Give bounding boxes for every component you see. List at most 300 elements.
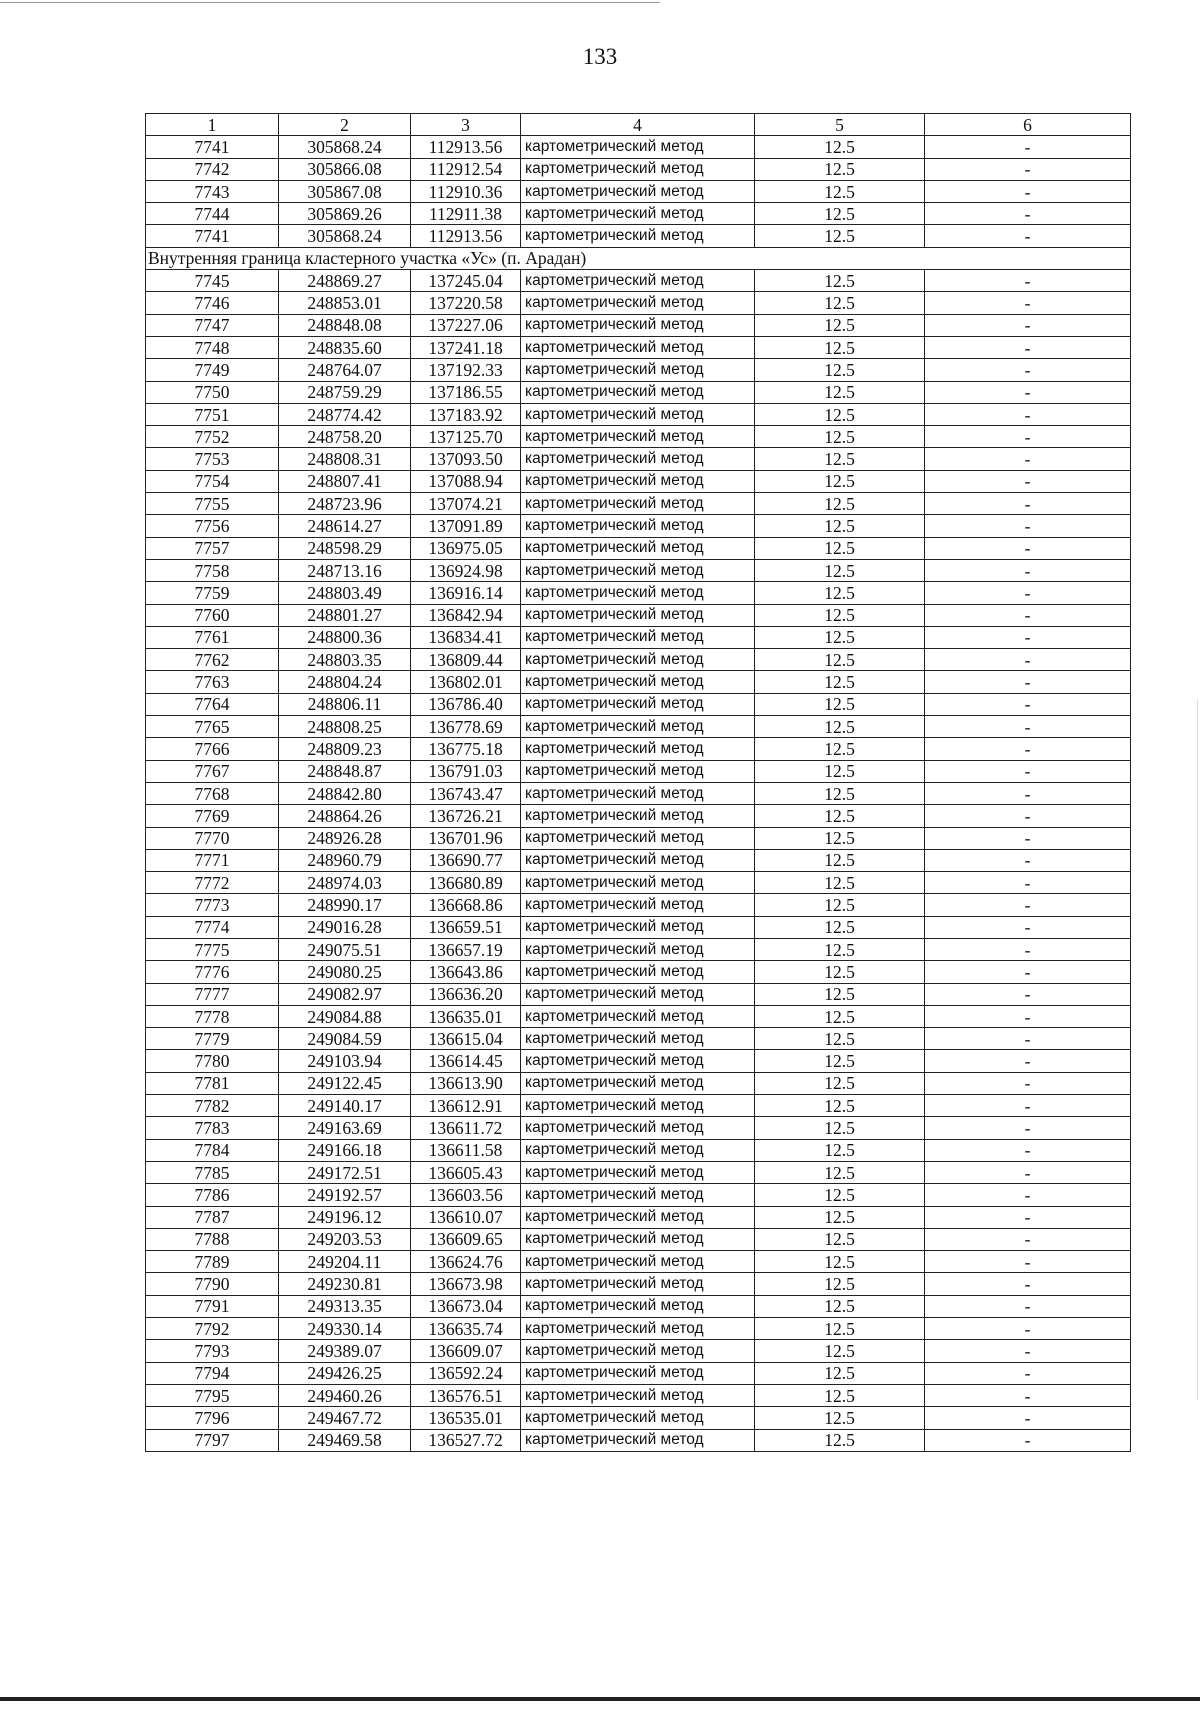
coord-y-cell: 136786.40	[411, 693, 521, 715]
coord-y-cell: 136614.45	[411, 1050, 521, 1072]
coord-y-cell: 136611.72	[411, 1117, 521, 1139]
point-number-cell: 7791	[146, 1295, 279, 1317]
accuracy-cell: 12.5	[755, 1072, 925, 1094]
table-row	[146, 1028, 1131, 1050]
accuracy-cell: 12.5	[755, 537, 925, 559]
coord-x-cell: 249467.72	[279, 1407, 411, 1429]
point-number-cell: 7786	[146, 1184, 279, 1206]
table-row	[146, 426, 1131, 448]
accuracy-cell: 12.5	[755, 336, 925, 358]
coord-x-cell: 248774.42	[279, 403, 411, 425]
method-cell: картометрический метод	[521, 894, 755, 916]
method-cell: картометрический метод	[521, 582, 755, 604]
table-row	[146, 916, 1131, 938]
point-number-cell: 7773	[146, 894, 279, 916]
coord-y-cell: 136603.56	[411, 1184, 521, 1206]
note-cell: -	[925, 1117, 1131, 1139]
table-row	[146, 1407, 1131, 1429]
table-row	[146, 1228, 1131, 1250]
coord-x-cell: 248869.27	[279, 270, 411, 292]
point-number-cell: 7784	[146, 1139, 279, 1161]
accuracy-cell: 12.5	[755, 1407, 925, 1429]
coord-y-cell: 137227.06	[411, 314, 521, 336]
accuracy-cell: 12.5	[755, 760, 925, 782]
point-number-cell: 7779	[146, 1028, 279, 1050]
table-row	[146, 470, 1131, 492]
point-number-cell: 7788	[146, 1228, 279, 1250]
table-row	[146, 292, 1131, 314]
coord-x-cell: 249166.18	[279, 1139, 411, 1161]
point-number-cell: 7797	[146, 1429, 279, 1451]
table-row	[146, 1429, 1131, 1451]
column-header: 3	[411, 114, 521, 136]
table-row	[146, 1273, 1131, 1295]
point-number-cell: 7771	[146, 849, 279, 871]
accuracy-cell: 12.5	[755, 849, 925, 871]
note-cell: -	[925, 1028, 1131, 1050]
accuracy-cell: 12.5	[755, 426, 925, 448]
coord-y-cell: 136635.74	[411, 1318, 521, 1340]
page-number: 133	[582, 44, 618, 69]
method-cell: картометрический метод	[521, 515, 755, 537]
point-number-cell: 7744	[146, 203, 279, 225]
accuracy-cell: 12.5	[755, 448, 925, 470]
coord-x-cell: 248809.23	[279, 738, 411, 760]
point-number-cell: 7755	[146, 493, 279, 515]
coord-x-cell: 249469.58	[279, 1429, 411, 1451]
method-cell: картометрический метод	[521, 426, 755, 448]
coord-x-cell: 248803.35	[279, 649, 411, 671]
note-cell: -	[925, 1340, 1131, 1362]
note-cell: -	[925, 1184, 1131, 1206]
accuracy-cell: 12.5	[755, 983, 925, 1005]
note-cell: -	[925, 203, 1131, 225]
coord-y-cell: 136535.01	[411, 1407, 521, 1429]
accuracy-cell: 12.5	[755, 827, 925, 849]
column-header: 4	[521, 114, 755, 136]
point-number-cell: 7775	[146, 938, 279, 960]
note-cell: -	[925, 1407, 1131, 1429]
coord-x-cell: 305866.08	[279, 158, 411, 180]
note-cell: -	[925, 961, 1131, 983]
method-cell: картометрический метод	[521, 225, 755, 247]
coord-y-cell: 137125.70	[411, 426, 521, 448]
note-cell: -	[925, 1362, 1131, 1384]
section-row	[146, 247, 1131, 269]
note-cell: -	[925, 827, 1131, 849]
table-row	[146, 894, 1131, 916]
note-cell: -	[925, 403, 1131, 425]
method-cell: картометрический метод	[521, 938, 755, 960]
method-cell: картометрический метод	[521, 493, 755, 515]
point-number-cell: 7770	[146, 827, 279, 849]
note-cell: -	[925, 649, 1131, 671]
accuracy-cell: 12.5	[755, 1295, 925, 1317]
coord-y-cell: 136576.51	[411, 1384, 521, 1406]
note-cell: -	[925, 671, 1131, 693]
method-cell: картометрический метод	[521, 782, 755, 804]
coord-y-cell: 136680.89	[411, 872, 521, 894]
table-row	[146, 716, 1131, 738]
accuracy-cell: 12.5	[755, 1429, 925, 1451]
point-number-cell: 7759	[146, 582, 279, 604]
method-cell: картометрический метод	[521, 1005, 755, 1027]
coord-y-cell: 112913.56	[411, 136, 521, 158]
accuracy-cell: 12.5	[755, 1184, 925, 1206]
table-row	[146, 693, 1131, 715]
table-row	[146, 983, 1131, 1005]
column-header: 5	[755, 114, 925, 136]
method-cell: картометрический метод	[521, 336, 755, 358]
coord-y-cell: 112913.56	[411, 225, 521, 247]
point-number-cell: 7772	[146, 872, 279, 894]
note-cell: -	[925, 716, 1131, 738]
coord-x-cell: 248808.25	[279, 716, 411, 738]
method-cell: картометрический метод	[521, 1072, 755, 1094]
accuracy-cell: 12.5	[755, 1251, 925, 1273]
method-cell: картометрический метод	[521, 872, 755, 894]
point-number-cell: 7780	[146, 1050, 279, 1072]
table-row	[146, 1050, 1131, 1072]
table-row	[146, 649, 1131, 671]
method-cell: картометрический метод	[521, 983, 755, 1005]
accuracy-cell: 12.5	[755, 292, 925, 314]
coord-x-cell: 249192.57	[279, 1184, 411, 1206]
coord-y-cell: 136834.41	[411, 626, 521, 648]
table-row	[146, 738, 1131, 760]
note-cell: -	[925, 1251, 1131, 1273]
point-number-cell: 7749	[146, 359, 279, 381]
method-cell: картометрический метод	[521, 1340, 755, 1362]
accuracy-cell: 12.5	[755, 515, 925, 537]
point-number-cell: 7767	[146, 760, 279, 782]
point-number-cell: 7785	[146, 1161, 279, 1183]
coord-y-cell: 136916.14	[411, 582, 521, 604]
table-row	[146, 1318, 1131, 1340]
coord-x-cell: 248835.60	[279, 336, 411, 358]
note-cell: -	[925, 314, 1131, 336]
table-row	[146, 1005, 1131, 1027]
coord-y-cell: 136624.76	[411, 1251, 521, 1273]
accuracy-cell: 12.5	[755, 559, 925, 581]
table-row	[146, 180, 1131, 202]
point-number-cell: 7793	[146, 1340, 279, 1362]
coord-y-cell: 137183.92	[411, 403, 521, 425]
point-number-cell: 7768	[146, 782, 279, 804]
table-row	[146, 872, 1131, 894]
note-cell: -	[925, 1206, 1131, 1228]
point-number-cell: 7769	[146, 805, 279, 827]
point-number-cell: 7766	[146, 738, 279, 760]
column-header: 2	[279, 114, 411, 136]
note-cell: -	[925, 493, 1131, 515]
accuracy-cell: 12.5	[755, 1028, 925, 1050]
coord-x-cell: 249426.25	[279, 1362, 411, 1384]
method-cell: картометрический метод	[521, 136, 755, 158]
coord-y-cell: 137074.21	[411, 493, 521, 515]
accuracy-cell: 12.5	[755, 1340, 925, 1362]
note-cell: -	[925, 292, 1131, 314]
table-row	[146, 493, 1131, 515]
method-cell: картометрический метод	[521, 671, 755, 693]
coord-x-cell: 248806.11	[279, 693, 411, 715]
accuracy-cell: 12.5	[755, 1117, 925, 1139]
coord-y-cell: 136842.94	[411, 604, 521, 626]
accuracy-cell: 12.5	[755, 1318, 925, 1340]
method-cell: картометрический метод	[521, 1429, 755, 1451]
method-cell: картометрический метод	[521, 1318, 755, 1340]
table-row	[146, 1340, 1131, 1362]
accuracy-cell: 12.5	[755, 136, 925, 158]
point-number-cell: 7790	[146, 1273, 279, 1295]
point-number-cell: 7747	[146, 314, 279, 336]
table-row	[146, 270, 1131, 292]
coord-x-cell: 248842.80	[279, 782, 411, 804]
point-number-cell: 7757	[146, 537, 279, 559]
coordinates-table	[145, 113, 1131, 1452]
method-cell: картометрический метод	[521, 314, 755, 336]
point-number-cell: 7750	[146, 381, 279, 403]
coord-y-cell: 136659.51	[411, 916, 521, 938]
coord-x-cell: 249080.25	[279, 961, 411, 983]
accuracy-cell: 12.5	[755, 470, 925, 492]
note-cell: -	[925, 426, 1131, 448]
method-cell: картометрический метод	[521, 448, 755, 470]
coord-x-cell: 248614.27	[279, 515, 411, 537]
note-cell: -	[925, 983, 1131, 1005]
coord-y-cell: 136701.96	[411, 827, 521, 849]
method-cell: картометрический метод	[521, 1362, 755, 1384]
table-row	[146, 961, 1131, 983]
method-cell: картометрический метод	[521, 1095, 755, 1117]
note-cell: -	[925, 1384, 1131, 1406]
table-row	[146, 827, 1131, 849]
coord-y-cell: 136592.24	[411, 1362, 521, 1384]
method-cell: картометрический метод	[521, 1407, 755, 1429]
accuracy-cell: 12.5	[755, 649, 925, 671]
accuracy-cell: 12.5	[755, 1050, 925, 1072]
table-row	[146, 760, 1131, 782]
coord-y-cell: 136615.04	[411, 1028, 521, 1050]
note-cell: -	[925, 448, 1131, 470]
coord-x-cell: 248960.79	[279, 849, 411, 871]
coord-x-cell: 248713.16	[279, 559, 411, 581]
coord-x-cell: 249389.07	[279, 1340, 411, 1362]
coord-x-cell: 249163.69	[279, 1117, 411, 1139]
coord-x-cell: 248848.87	[279, 760, 411, 782]
table-row	[146, 604, 1131, 626]
top-scan-rule	[0, 2, 660, 3]
accuracy-cell: 12.5	[755, 938, 925, 960]
table-row	[146, 626, 1131, 648]
method-cell: картометрический метод	[521, 961, 755, 983]
point-number-cell: 7756	[146, 515, 279, 537]
point-number-cell: 7741	[146, 136, 279, 158]
accuracy-cell: 12.5	[755, 671, 925, 693]
point-number-cell: 7763	[146, 671, 279, 693]
method-cell: картометрический метод	[521, 693, 755, 715]
accuracy-cell: 12.5	[755, 626, 925, 648]
coord-y-cell: 136726.21	[411, 805, 521, 827]
note-cell: -	[925, 738, 1131, 760]
accuracy-cell: 12.5	[755, 604, 925, 626]
coord-x-cell: 249313.35	[279, 1295, 411, 1317]
coord-y-cell: 136668.86	[411, 894, 521, 916]
table-row	[146, 1095, 1131, 1117]
point-number-cell: 7748	[146, 336, 279, 358]
method-cell: картометрический метод	[521, 849, 755, 871]
coord-y-cell: 112911.38	[411, 203, 521, 225]
coord-x-cell: 249103.94	[279, 1050, 411, 1072]
note-cell: -	[925, 559, 1131, 581]
coord-x-cell: 248807.41	[279, 470, 411, 492]
note-cell: -	[925, 470, 1131, 492]
note-cell: -	[925, 1050, 1131, 1072]
method-cell: картометрический метод	[521, 1273, 755, 1295]
coord-y-cell: 137093.50	[411, 448, 521, 470]
note-cell: -	[925, 805, 1131, 827]
point-number-cell: 7752	[146, 426, 279, 448]
accuracy-cell: 12.5	[755, 1228, 925, 1250]
method-cell: картометрический метод	[521, 916, 755, 938]
coord-x-cell: 249075.51	[279, 938, 411, 960]
method-cell: картометрический метод	[521, 270, 755, 292]
method-cell: картометрический метод	[521, 1295, 755, 1317]
table-row	[146, 1117, 1131, 1139]
point-number-cell: 7778	[146, 1005, 279, 1027]
coord-y-cell: 136605.43	[411, 1161, 521, 1183]
method-cell: картометрический метод	[521, 381, 755, 403]
coord-x-cell: 248853.01	[279, 292, 411, 314]
coord-y-cell: 136611.58	[411, 1139, 521, 1161]
table-row	[146, 1139, 1131, 1161]
coord-y-cell: 136743.47	[411, 782, 521, 804]
bottom-scan-rule	[0, 1697, 1200, 1701]
coord-y-cell: 136610.07	[411, 1206, 521, 1228]
point-number-cell: 7776	[146, 961, 279, 983]
point-number-cell: 7762	[146, 649, 279, 671]
accuracy-cell: 12.5	[755, 693, 925, 715]
coord-x-cell: 249140.17	[279, 1095, 411, 1117]
table-header-row	[146, 114, 1131, 136]
coord-x-cell: 248723.96	[279, 493, 411, 515]
note-cell: -	[925, 782, 1131, 804]
coord-x-cell: 248864.26	[279, 805, 411, 827]
table-row	[146, 225, 1131, 247]
coord-x-cell: 249460.26	[279, 1384, 411, 1406]
coord-y-cell: 136690.77	[411, 849, 521, 871]
coord-y-cell: 136643.86	[411, 961, 521, 983]
coord-y-cell: 137088.94	[411, 470, 521, 492]
point-number-cell: 7782	[146, 1095, 279, 1117]
accuracy-cell: 12.5	[755, 1095, 925, 1117]
column-header: 6	[925, 114, 1131, 136]
method-cell: картометрический метод	[521, 805, 755, 827]
method-cell: картометрический метод	[521, 760, 755, 782]
table-row	[146, 559, 1131, 581]
coord-x-cell: 249330.14	[279, 1318, 411, 1340]
right-scan-line	[1197, 700, 1198, 1400]
table-row	[146, 582, 1131, 604]
point-number-cell: 7742	[146, 158, 279, 180]
table-row	[146, 1184, 1131, 1206]
note-cell: -	[925, 158, 1131, 180]
table-row	[146, 849, 1131, 871]
table-row	[146, 158, 1131, 180]
coord-y-cell: 136809.44	[411, 649, 521, 671]
accuracy-cell: 12.5	[755, 225, 925, 247]
coord-x-cell: 248801.27	[279, 604, 411, 626]
coord-y-cell: 137186.55	[411, 381, 521, 403]
point-number-cell: 7741	[146, 225, 279, 247]
coord-x-cell: 248803.49	[279, 582, 411, 604]
accuracy-cell: 12.5	[755, 403, 925, 425]
point-number-cell: 7783	[146, 1117, 279, 1139]
coord-y-cell: 136527.72	[411, 1429, 521, 1451]
coord-y-cell: 136613.90	[411, 1072, 521, 1094]
coord-y-cell: 136673.98	[411, 1273, 521, 1295]
method-cell: картометрический метод	[521, 403, 755, 425]
accuracy-cell: 12.5	[755, 1005, 925, 1027]
table-row	[146, 805, 1131, 827]
coord-y-cell: 136609.07	[411, 1340, 521, 1362]
note-cell: -	[925, 1429, 1131, 1451]
table-row	[146, 448, 1131, 470]
method-cell: картометрический метод	[521, 1050, 755, 1072]
point-number-cell: 7743	[146, 180, 279, 202]
note-cell: -	[925, 693, 1131, 715]
method-cell: картометрический метод	[521, 537, 755, 559]
method-cell: картометрический метод	[521, 738, 755, 760]
point-number-cell: 7777	[146, 983, 279, 1005]
accuracy-cell: 12.5	[755, 961, 925, 983]
method-cell: картометрический метод	[521, 1161, 755, 1183]
note-cell: -	[925, 225, 1131, 247]
note-cell: -	[925, 582, 1131, 604]
accuracy-cell: 12.5	[755, 493, 925, 515]
coord-y-cell: 136636.20	[411, 983, 521, 1005]
note-cell: -	[925, 1318, 1131, 1340]
point-number-cell: 7761	[146, 626, 279, 648]
accuracy-cell: 12.5	[755, 738, 925, 760]
note-cell: -	[925, 359, 1131, 381]
table-row	[146, 359, 1131, 381]
table-body	[146, 136, 1131, 1452]
table-row	[146, 336, 1131, 358]
method-cell: картометрический метод	[521, 203, 755, 225]
point-number-cell: 7765	[146, 716, 279, 738]
note-cell: -	[925, 180, 1131, 202]
point-number-cell: 7745	[146, 270, 279, 292]
note-cell: -	[925, 626, 1131, 648]
section-title: Внутренняя граница кластерного участка «Ус» (п. Арадан)	[146, 247, 1131, 269]
method-cell: картометрический метод	[521, 1184, 755, 1206]
coord-y-cell: 136802.01	[411, 671, 521, 693]
point-number-cell: 7796	[146, 1407, 279, 1429]
note-cell: -	[925, 760, 1131, 782]
method-cell: картометрический метод	[521, 716, 755, 738]
coord-x-cell: 248759.29	[279, 381, 411, 403]
table-row	[146, 136, 1131, 158]
accuracy-cell: 12.5	[755, 916, 925, 938]
table-row	[146, 1072, 1131, 1094]
note-cell: -	[925, 604, 1131, 626]
coord-x-cell: 248974.03	[279, 872, 411, 894]
coord-x-cell: 248848.08	[279, 314, 411, 336]
method-cell: картометрический метод	[521, 470, 755, 492]
accuracy-cell: 12.5	[755, 582, 925, 604]
method-cell: картометрический метод	[521, 1251, 755, 1273]
